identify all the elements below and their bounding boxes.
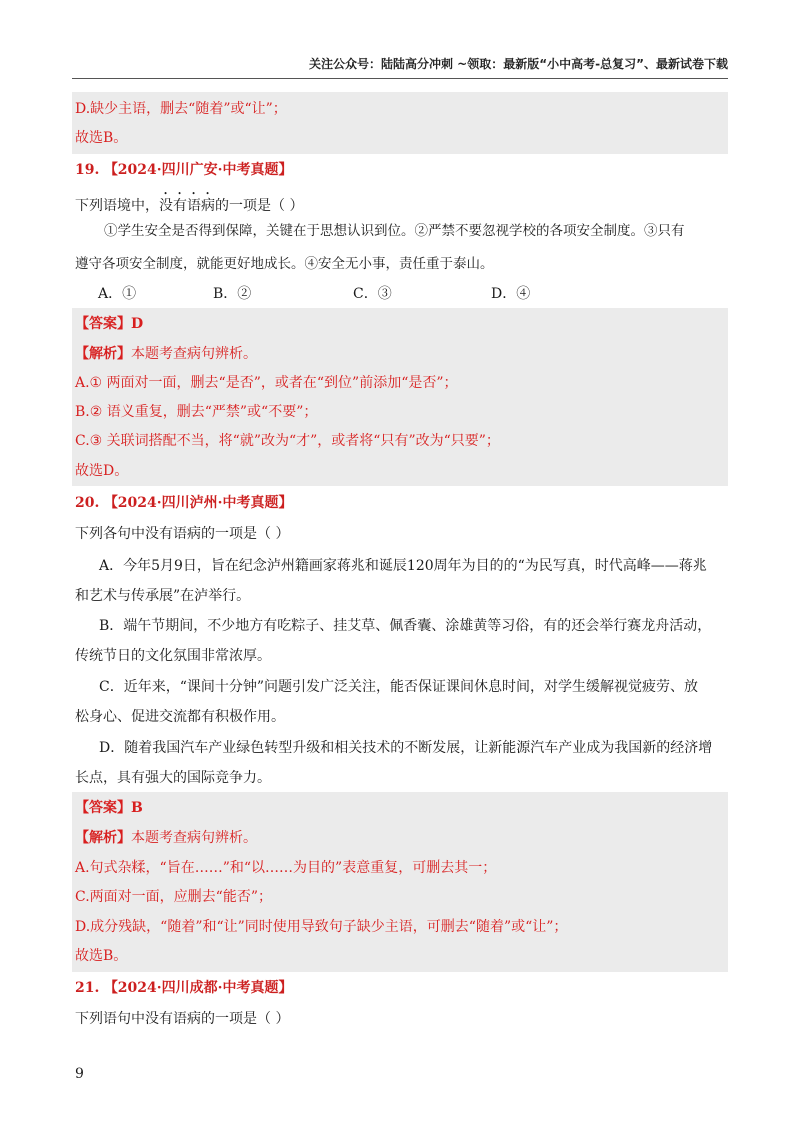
q21-stem: 下列语句中没有语病的一项是（ ） bbox=[75, 1011, 290, 1027]
q19-source: 【2024·四川广安·中考真题】 bbox=[103, 162, 293, 178]
q20-answer-shade bbox=[72, 792, 728, 972]
q20-option-a-line-2: 和艺术与传承展”在泸举行。 bbox=[75, 588, 251, 604]
q20-number: 20. bbox=[75, 495, 100, 511]
q21-number: 21. bbox=[75, 980, 100, 996]
q19-stem-pre: 下列语境中， bbox=[75, 198, 159, 214]
q19-analysis-a: A.① 两面对一面，删去“是否”，或者在“到位”前添加“是否”； bbox=[75, 375, 458, 391]
q19-stem-post: 的一项是（ ） bbox=[215, 198, 304, 214]
q20-option-b-line-2: 传统节日的文化氛围非常浓厚。 bbox=[75, 648, 271, 664]
q19-stem bbox=[75, 190, 303, 216]
q19-passage-line-2: 遵守各项安全制度，就能更好地成长。④安全无小事，责任重于泰山。 bbox=[75, 256, 494, 272]
q19-title bbox=[75, 160, 293, 180]
q19-answer-shade bbox=[72, 308, 728, 486]
q20-analysis-d: D.成分残缺，“随着”和“让”同时使用导致句子缺少主语，可删去“随着”或“让”； bbox=[75, 919, 568, 935]
q20-title bbox=[75, 493, 293, 513]
q19-analysis-tag: 【解析】 bbox=[75, 346, 131, 362]
q20-analysis-c: C.两面对一面，应删去“能否”； bbox=[75, 889, 272, 905]
q20-answer: 【答案】B bbox=[75, 800, 143, 816]
q19-option-c: C．③ bbox=[353, 286, 392, 302]
top-choose-line: 故选B。 bbox=[75, 130, 128, 146]
q20-option-a-line-1: A．今年5月9日，旨在纪念泸州籍画家蒋兆和诞辰120周年为目的的“为民写真，时代高峰——蒋兆 bbox=[99, 558, 707, 574]
q20-option-d-line-1: D．随着我国汽车产业绿色转型升级和相关技术的不断发展，让新能源汽车产业成为我国新的经济增 bbox=[99, 740, 713, 756]
page-number: 9 bbox=[75, 1066, 84, 1082]
page-header: 关注公众号：陆陆高分冲刺 ~领取：最新版“小中高考-总复习”、最新试卷下载 bbox=[309, 57, 728, 71]
q19-choose: 故选D。 bbox=[75, 463, 129, 479]
q19-answer: 【答案】D bbox=[75, 316, 144, 332]
q20-analysis-a: A.句式杂糅，“旨在……”和“以……为目的”表意重复，可删去其一； bbox=[75, 860, 497, 876]
q21-source: 【2024·四川成都·中考真题】 bbox=[103, 980, 293, 996]
q20-analysis-text: 本题考查病句辨析。 bbox=[131, 830, 257, 846]
q19-passage-line-1: ①学生安全是否得到保障，关键在于思想认识到位。②严禁不要忽视学校的各项安全制度。③只有 bbox=[104, 223, 685, 239]
q20-source: 【2024·四川泸州·中考真题】 bbox=[103, 495, 293, 511]
q21-title bbox=[75, 978, 293, 998]
q20-analysis bbox=[75, 828, 257, 848]
q19-analysis-b: B.② 语义重复，删去“严禁”或“不要”； bbox=[75, 404, 318, 420]
q19-analysis-c: C.③ 关联词搭配不当，将“就”改为“才”，或者将“只有”改为“只要”； bbox=[75, 433, 500, 449]
q19-analysis-text: 本题考查病句辨析。 bbox=[131, 346, 257, 362]
q20-option-d-line-2: 长点，具有强大的国际竞争力。 bbox=[75, 770, 271, 786]
q19-option-a: A．① bbox=[98, 286, 137, 302]
q20-option-c-line-1: C．近年来，“课间十分钟”问题引发广泛关注，能否保证课间休息时间，对学生缓解视觉疲劳、放 bbox=[99, 679, 699, 695]
q19-option-d: D．④ bbox=[491, 286, 531, 302]
header-divider bbox=[72, 78, 728, 79]
q20-option-c-line-2: 松身心、促进交流都有积极作用。 bbox=[75, 709, 285, 725]
q20-option-b-line-1: B．端午节期间，不少地方有吃粽子、挂艾草、佩香囊、涂雄黄等习俗，有的还会举行赛龙舟活动， bbox=[99, 618, 712, 634]
q19-stem-emphasis: 没有语病 bbox=[159, 198, 215, 214]
q19-number: 19. bbox=[75, 162, 100, 178]
q19-option-b: B．② bbox=[213, 286, 252, 302]
q20-stem: 下列各句中没有语病的一项是（ ） bbox=[75, 526, 290, 542]
q20-analysis-tag: 【解析】 bbox=[75, 830, 131, 846]
q20-choose: 故选B。 bbox=[75, 948, 128, 964]
top-d-line: D.缺少主语，删去“随着”或“让”； bbox=[75, 101, 287, 117]
q19-analysis bbox=[75, 344, 257, 364]
